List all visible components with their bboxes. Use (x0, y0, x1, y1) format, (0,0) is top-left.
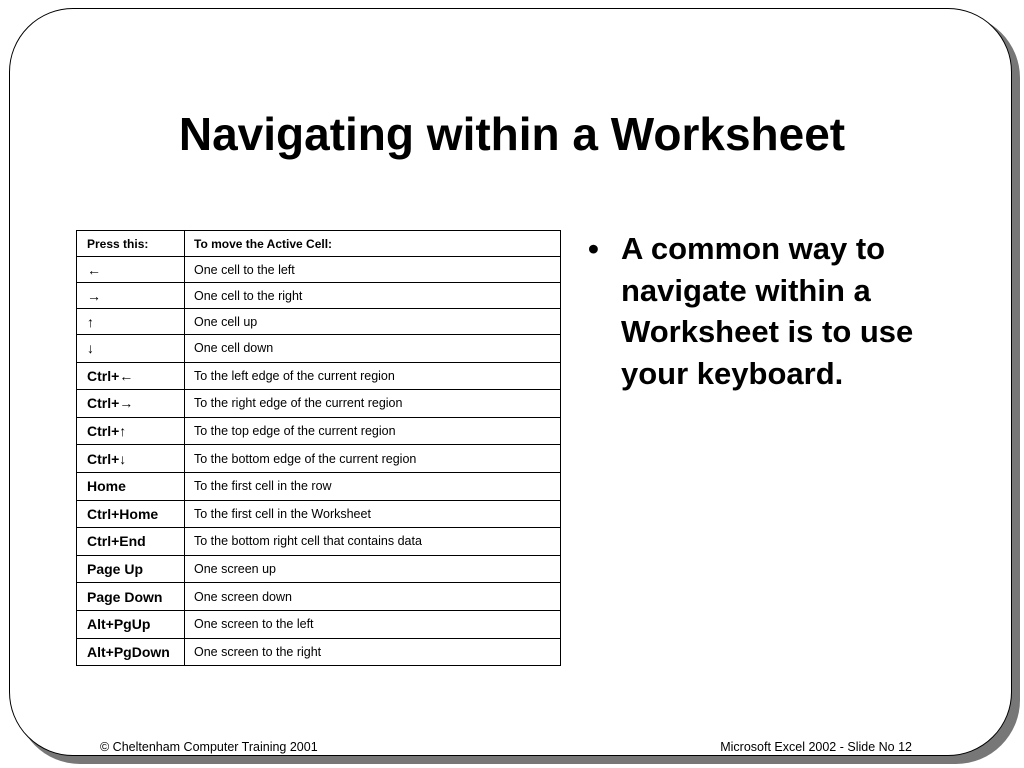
key-cell: → (77, 283, 185, 309)
action-cell: One screen up (185, 555, 561, 583)
key-cell: Ctrl+↓ (77, 445, 185, 473)
footer-slide-number: Microsoft Excel 2002 - Slide No 12 (720, 740, 912, 754)
table-row (77, 335, 561, 363)
action-cell: To the right edge of the current region (185, 390, 561, 418)
column-header-action: To move the Active Cell: (185, 231, 561, 257)
column-header-press: Press this: (77, 231, 185, 257)
key-cell: Page Up (77, 555, 185, 583)
table-row (77, 555, 561, 583)
action-cell: To the bottom edge of the current region (185, 445, 561, 473)
key-cell: Ctrl+← (77, 362, 185, 390)
key-cell: ↑ (77, 309, 185, 335)
key-cell: ↓ (77, 335, 185, 363)
table-row (77, 309, 561, 335)
bullet-text: A common way to navigate within a Worksheet is to use your keyboard. (621, 231, 914, 391)
table-row (77, 390, 561, 418)
table-row (77, 472, 561, 500)
slide-title: Navigating within a Worksheet (178, 108, 846, 160)
table-row (77, 445, 561, 473)
footer-copyright: © Cheltenham Computer Training 2001 (100, 740, 318, 754)
key-cell: Home (77, 472, 185, 500)
table-row (77, 362, 561, 390)
table-row (77, 638, 561, 666)
action-cell: One screen down (185, 583, 561, 611)
action-cell: One screen to the left (185, 610, 561, 638)
key-cell: Ctrl+Home (77, 500, 185, 528)
bullet-marker: • (588, 231, 599, 266)
key-cell: ← (77, 257, 185, 283)
table-row (77, 283, 561, 309)
table-row (77, 417, 561, 445)
action-cell: One cell to the right (185, 283, 561, 309)
key-cell: Ctrl+→ (77, 390, 185, 418)
table-header-row (77, 231, 561, 257)
action-cell: To the left edge of the current region (185, 362, 561, 390)
table-row (77, 528, 561, 556)
key-cell: Page Down (77, 583, 185, 611)
action-cell: To the first cell in the Worksheet (185, 500, 561, 528)
action-cell: One cell down (185, 335, 561, 363)
action-cell: To the bottom right cell that contains data (185, 528, 561, 556)
table-row (77, 583, 561, 611)
action-cell: To the top edge of the current region (185, 417, 561, 445)
action-cell: One cell up (185, 309, 561, 335)
action-cell: One screen to the right (185, 638, 561, 666)
table-row (77, 257, 561, 283)
table-row (77, 500, 561, 528)
key-cell: Alt+PgUp (77, 610, 185, 638)
action-cell: One cell to the left (185, 257, 561, 283)
action-cell: To the first cell in the row (185, 472, 561, 500)
key-cell: Ctrl+↑ (77, 417, 185, 445)
keyboard-shortcuts-table (76, 230, 561, 666)
table-row (77, 610, 561, 638)
bullet-point (588, 228, 1008, 394)
key-cell: Ctrl+End (77, 528, 185, 556)
key-cell: Alt+PgDown (77, 638, 185, 666)
